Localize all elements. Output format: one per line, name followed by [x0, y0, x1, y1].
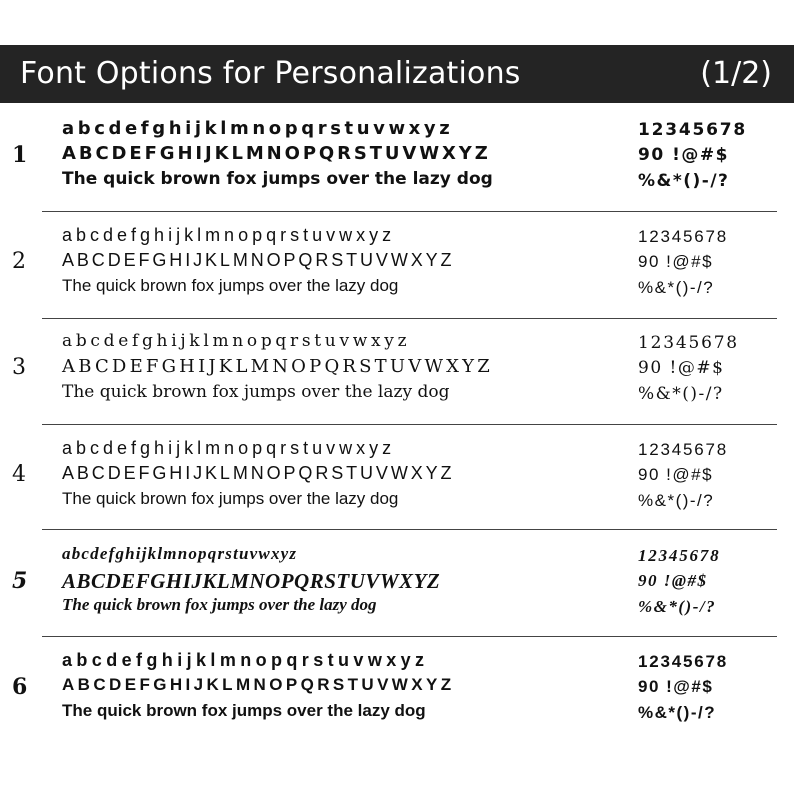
font-option-row	[0, 644, 794, 749]
row-divider	[42, 636, 777, 637]
lowercase-sample: abcdefghijklmnopqrstuvwxyz	[62, 225, 396, 245]
pangram-sample: The quick brown fox jumps over the lazy dog	[62, 169, 493, 189]
digits-sample: 12345678	[638, 333, 739, 353]
row-divider	[42, 424, 777, 425]
row-divider	[42, 211, 777, 212]
digits-symbols-sample: 90 !@#$	[638, 252, 714, 271]
punctuation-sample: %&*()-/?	[638, 491, 715, 510]
digits-sample: 12345678	[638, 652, 729, 671]
pangram-sample: The quick brown fox jumps over the lazy dog	[62, 489, 399, 508]
lowercase-sample: abcdefghijklmnopqrstuvwxyz	[62, 331, 411, 351]
lowercase-sample: abcdefghijklmnopqrstuvwxyz	[62, 438, 396, 458]
digits-symbols-sample: 90 !@#$	[638, 358, 725, 378]
punctuation-sample: %&*()-/?	[638, 597, 717, 616]
font-option-row	[0, 112, 794, 217]
digits-sample: 12345678	[638, 227, 729, 246]
font-number: 6	[12, 674, 28, 700]
font-number: 4	[12, 462, 26, 487]
digits-sample: 12345678	[638, 120, 748, 140]
digits-sample: 12345678	[638, 440, 729, 459]
pangram-sample: The quick brown fox jumps over the lazy dog	[62, 382, 450, 402]
uppercase-sample: ABCDEFGHIJKLMNOPQRSTUVWXYZ	[62, 675, 455, 694]
row-divider	[42, 318, 777, 319]
font-number: 5	[12, 568, 28, 594]
uppercase-sample: ABCDEFGHIJKLMNOPQRSTUVWXYZ	[62, 569, 441, 593]
pangram-sample: The quick brown fox jumps over the lazy dog	[62, 276, 399, 295]
page-title: Font Options for Personalizations	[20, 56, 521, 91]
font-option-row	[0, 219, 794, 324]
punctuation-sample: %&*()-/?	[638, 384, 724, 404]
font-number: 3	[12, 355, 26, 380]
lowercase-sample: abcdefghijklmnopqrstuvwxyz	[62, 118, 454, 139]
lowercase-sample: abcdefghijklmnopqrstuvwxyz	[62, 544, 298, 563]
row-divider	[42, 529, 777, 530]
digits-symbols-sample: 90 !@#$	[638, 145, 729, 165]
digits-symbols-sample: 90 !@#$	[638, 465, 714, 484]
punctuation-sample: %&*()-/?	[638, 171, 730, 191]
font-number: 2	[12, 249, 26, 274]
uppercase-sample: ABCDEFGHIJKLMNOPQRSTUVWXYZ	[62, 250, 455, 270]
lowercase-sample: abcdefghijklmnopqrstuvwxyz	[62, 650, 429, 670]
header-bar	[0, 45, 794, 103]
page-indicator: (1/2)	[700, 56, 772, 91]
digits-sample: 12345678	[638, 546, 721, 565]
punctuation-sample: %&*()-/?	[638, 278, 715, 297]
font-option-row	[0, 325, 794, 430]
uppercase-sample: ABCDEFGHIJKLMNOPQRSTUVWXYZ	[62, 356, 493, 377]
punctuation-sample: %&*()-/?	[638, 703, 717, 722]
pangram-sample: The quick brown fox jumps over the lazy dog	[62, 595, 377, 614]
digits-symbols-sample: 90 !@#$	[638, 677, 714, 696]
font-option-row	[0, 538, 794, 643]
uppercase-sample: ABCDEFGHIJKLMNOPQRSTUVWXYZ	[62, 143, 491, 164]
digits-symbols-sample: 90 !@#$	[638, 571, 708, 590]
font-option-row	[0, 432, 794, 537]
font-number: 1	[12, 142, 28, 168]
pangram-sample: The quick brown fox jumps over the lazy dog	[62, 701, 426, 720]
uppercase-sample: ABCDEFGHIJKLMNOPQRSTUVWXYZ	[62, 463, 455, 483]
